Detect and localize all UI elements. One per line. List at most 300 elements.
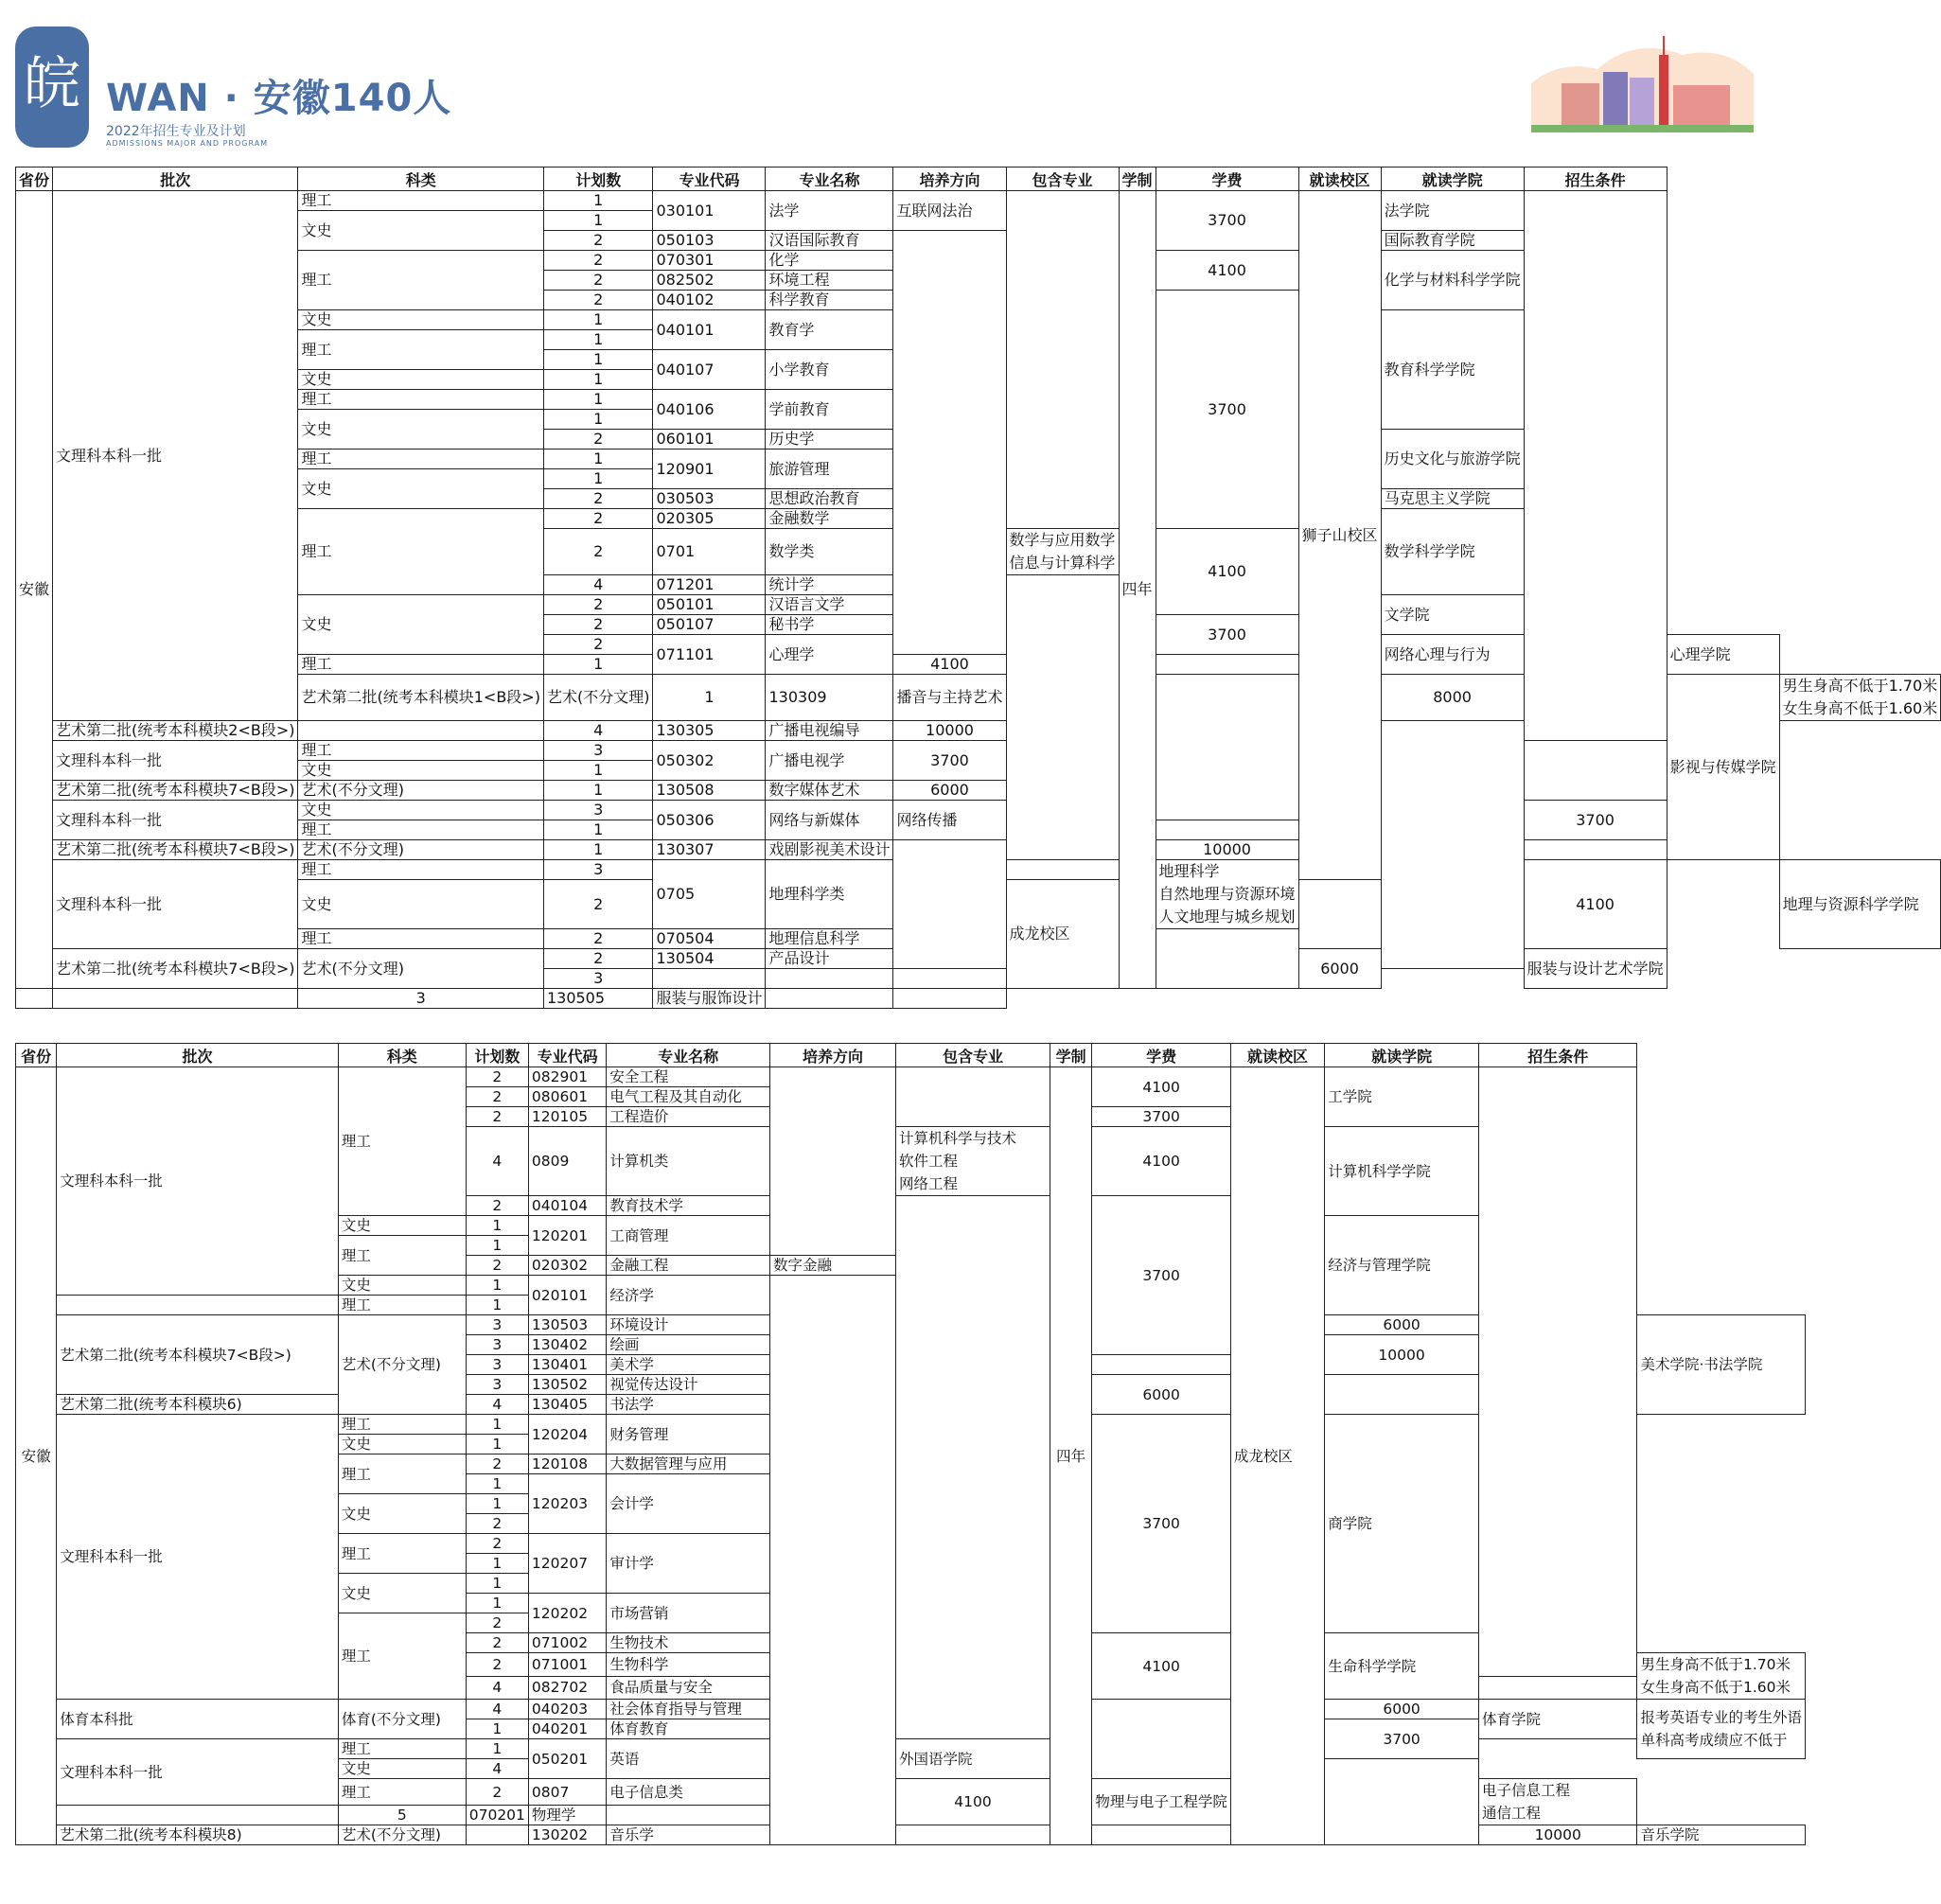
category-cell: 文史 [298, 595, 543, 655]
quota-cell: 4 [466, 1759, 528, 1779]
condition-cell [1637, 1700, 1806, 1759]
direction-cell [896, 1825, 1050, 1845]
college-cell: 地理与资源科学学院 [1779, 860, 1941, 949]
major-cell: 音乐学 [607, 1825, 770, 1845]
quota-cell: 3 [543, 969, 653, 989]
batch-cell: 文理科本科一批 [53, 741, 298, 781]
category-cell: 文史 [298, 880, 543, 929]
fee-cell: 3700 [1156, 191, 1298, 251]
major-cell: 视觉传达设计 [607, 1375, 770, 1395]
category-cell: 文史 [338, 1574, 466, 1613]
code-cell: 082502 [653, 271, 766, 291]
quota-cell: 1 [543, 469, 653, 489]
batch-cell: 文理科本科一批 [53, 860, 298, 949]
major-cell: 市场营销 [607, 1594, 770, 1633]
major-cell: 小学教育 [766, 350, 893, 390]
header-row [16, 167, 1941, 191]
code-cell: 130505 [543, 989, 653, 1009]
category-cell: 艺术(不分文理) [338, 1825, 466, 1845]
major-cell: 化学 [766, 251, 893, 271]
category-cell: 艺术(不分文理) [298, 949, 543, 989]
fee-cell: 3700 [1156, 615, 1298, 655]
quota-cell: 2 [466, 1779, 528, 1806]
direction-cell [770, 1276, 896, 1845]
quota-cell: 2 [466, 1613, 528, 1633]
quota-cell: 2 [543, 635, 653, 655]
quota-cell: 3 [466, 1315, 528, 1335]
category-cell: 文史 [338, 1216, 466, 1236]
major-cell: 法学 [766, 191, 893, 231]
quota-cell: 1 [466, 1574, 528, 1594]
included-major: 软件工程 [899, 1153, 959, 1170]
code-cell: 082702 [528, 1676, 606, 1700]
quota-cell: 2 [543, 489, 653, 509]
college-cell: 商学院 [1325, 1415, 1479, 1633]
fee-cell: 6000 [1325, 1315, 1479, 1335]
included-cell [1006, 529, 1119, 575]
quota-cell: 2 [466, 1514, 528, 1534]
col-batch: 批次 [53, 167, 298, 191]
category-cell: 文史 [338, 1759, 466, 1779]
fee-cell: 3700 [893, 741, 1006, 781]
code-cell: 040102 [653, 291, 766, 310]
code-cell: 0701 [653, 529, 766, 575]
college-cell: 化学与材料科学学院 [1381, 251, 1524, 310]
quota-cell: 1 [466, 1435, 528, 1454]
major-cell: 教育学 [766, 310, 893, 350]
quota-cell: 2 [543, 929, 653, 949]
major-cell [766, 969, 893, 989]
fee-cell: 4100 [896, 1779, 1050, 1825]
fee-cell: 3700 [1524, 801, 1667, 840]
major-cell: 思想政治教育 [766, 489, 893, 509]
code-cell: 070504 [653, 929, 766, 949]
quota-cell: 2 [543, 231, 653, 251]
condition-line: 女生身高不低于1.60米 [1782, 699, 1938, 717]
quota-cell: 4 [466, 1127, 528, 1196]
plan-table-2 [15, 1043, 1806, 1845]
table-row [16, 1825, 1806, 1845]
included-major: 电子信息工程 [1481, 1782, 1570, 1799]
college-cell: 计算机科学学院 [1325, 1127, 1479, 1216]
table-row [16, 781, 1941, 801]
campus-cell: 成龙校区 [1230, 1067, 1324, 1845]
fee-cell: 3700 [1092, 1196, 1231, 1355]
quota-cell: 3 [466, 1335, 528, 1355]
code-cell: 030503 [653, 489, 766, 509]
category-cell: 理工 [298, 450, 543, 469]
major-cell: 电气工程及其自动化 [607, 1087, 770, 1107]
major-cell: 社会体育指导与管理 [607, 1700, 770, 1719]
direction-cell [770, 1067, 896, 1256]
college-cell: 外国语学院 [896, 1739, 1050, 1779]
fee-cell: 3700 [1092, 1415, 1231, 1633]
major-cell: 会计学 [607, 1474, 770, 1534]
quota-cell: 5 [338, 1806, 466, 1825]
quota-cell: 3 [298, 989, 543, 1009]
batch-cell: 艺术第二批(统考本科模块7<B段>) [53, 781, 298, 801]
college-cell: 数学科学学院 [1381, 509, 1524, 595]
col-code: 专业代码 [653, 167, 766, 191]
major-cell: 教育技术学 [607, 1196, 770, 1216]
subtitle-en: ADMISSIONS MAJOR AND PROGRAM [106, 139, 269, 148]
code-cell: 040201 [528, 1719, 606, 1739]
quota-cell: 1 [543, 310, 653, 330]
category-cell: 理工 [338, 1067, 466, 1216]
code-cell: 020302 [528, 1256, 606, 1276]
campus-cell: 狮子山校区 [1298, 191, 1381, 880]
col-quota: 计划数 [466, 1044, 528, 1067]
batch-cell: 文理科本科一批 [57, 1067, 339, 1296]
code-cell: 120207 [528, 1534, 606, 1594]
category-cell: 文史 [298, 370, 543, 390]
direction-cell [893, 231, 1006, 655]
campus-illustration [1522, 17, 1758, 145]
major-cell: 环境设计 [607, 1315, 770, 1335]
col-major: 专业名称 [607, 1044, 770, 1067]
quota-cell: 1 [543, 370, 653, 390]
batch-cell: 艺术第二批(统考本科模块6) [57, 1395, 339, 1415]
code-cell: 071001 [528, 1653, 606, 1677]
category-cell: 文史 [298, 469, 543, 509]
quota-cell: 1 [653, 675, 766, 721]
major-cell: 戏剧影视美术设计 [766, 840, 893, 860]
category-cell: 理工 [338, 1236, 466, 1276]
col-quota: 计划数 [543, 167, 653, 191]
condition-cell [1524, 191, 1667, 741]
code-cell: 120105 [528, 1107, 606, 1127]
quota-cell: 3 [543, 741, 653, 761]
included-major: 信息与计算科学 [1009, 554, 1116, 572]
code-cell: 120901 [653, 450, 766, 489]
province-cell: 安徽 [16, 1067, 57, 1845]
batch-cell [16, 989, 53, 1009]
logo-char: 皖 [24, 51, 80, 117]
quota-cell: 3 [543, 801, 653, 820]
quota-cell: 1 [466, 1276, 528, 1296]
quota-cell: 1 [543, 390, 653, 410]
condition-cell [1325, 1759, 1479, 1845]
table-row [16, 840, 1941, 860]
included-cell [896, 1196, 1050, 1739]
code-cell: 0809 [528, 1127, 606, 1196]
code-cell: 130503 [528, 1315, 606, 1335]
category-cell: 理工 [338, 1534, 466, 1574]
quota-cell: 4 [466, 1700, 528, 1719]
category-cell: 理工 [338, 1296, 466, 1315]
quota-cell: 1 [543, 350, 653, 370]
col-fee: 学费 [1156, 167, 1298, 191]
included-cell [1156, 860, 1298, 929]
quota-cell: 2 [466, 1256, 528, 1276]
major-cell: 科学教育 [766, 291, 893, 310]
fee-cell: 8000 [1381, 675, 1524, 721]
fee-cell: 3700 [1325, 1719, 1479, 1759]
included-major: 自然地理与资源环境 [1158, 885, 1296, 903]
code-cell: 050107 [653, 615, 766, 635]
category-cell [53, 989, 298, 1009]
college-cell: 工学院 [1325, 1067, 1479, 1127]
plan-table-1 [15, 167, 1941, 1009]
quota-cell: 4 [543, 575, 653, 595]
fee-cell: 6000 [1325, 1700, 1479, 1719]
included-major: 网络工程 [899, 1175, 959, 1192]
code-cell: 070301 [653, 251, 766, 271]
school-logo [15, 26, 89, 148]
fee-cell: 4100 [1092, 1067, 1231, 1107]
category-cell: 理工 [338, 1613, 466, 1700]
code-cell: 020101 [528, 1276, 606, 1315]
table-row [16, 989, 1941, 1009]
code-cell: 050201 [528, 1739, 606, 1779]
direction-cell: 数字金融 [770, 1256, 896, 1276]
campus-cell: 成龙校区 [1006, 880, 1119, 989]
quota-cell: 1 [543, 191, 653, 211]
fee-cell: 4100 [1092, 1633, 1231, 1700]
code-cell: 040106 [653, 390, 766, 430]
code-cell: 130309 [766, 675, 893, 721]
table-row [16, 1739, 1806, 1759]
major-cell: 数学类 [766, 529, 893, 575]
major-cell: 网络与新媒体 [766, 801, 893, 840]
major-cell: 审计学 [607, 1534, 770, 1594]
fee-cell: 10000 [1156, 840, 1298, 860]
direction-cell: 网络心理与行为 [1381, 635, 1524, 675]
code-cell: 050302 [653, 741, 766, 781]
fee-cell: 6000 [1092, 1375, 1231, 1415]
quota-cell: 4 [466, 1676, 528, 1700]
col-campus: 就读校区 [1298, 167, 1381, 191]
code-cell: 070201 [466, 1806, 528, 1825]
fee-cell: 4100 [1156, 529, 1298, 615]
quota-cell: 1 [466, 1474, 528, 1494]
brand-title: WAN · 安徽140人 [106, 77, 452, 120]
quota-cell: 1 [466, 1739, 528, 1759]
category-cell: 理工 [298, 741, 543, 761]
category-cell: 体育(不分文理) [338, 1700, 466, 1739]
batch-cell: 艺术第二批(统考本科模块7<B段>) [53, 840, 298, 860]
code-cell: 120202 [528, 1594, 606, 1633]
fee-cell: 3700 [1092, 1107, 1231, 1127]
quota-cell [466, 1825, 528, 1845]
code-cell: 130402 [528, 1335, 606, 1355]
col-duration: 学制 [1119, 167, 1156, 191]
table-row [16, 801, 1941, 820]
category-cell: 文史 [338, 1276, 466, 1296]
col-direction: 培养方向 [893, 167, 1006, 191]
fee-cell [766, 989, 893, 1009]
table-row [16, 191, 1941, 211]
quota-cell: 4 [543, 721, 653, 741]
included-cell [1092, 1700, 1231, 1779]
direction-cell [893, 840, 1006, 969]
code-cell: 050103 [653, 231, 766, 251]
college-cell: 服装与设计艺术学院 [1524, 949, 1667, 989]
col-duration: 学制 [1050, 1044, 1091, 1067]
included-cell [1006, 575, 1119, 860]
major-cell: 广播电视编导 [766, 721, 893, 741]
quota-cell: 2 [543, 949, 653, 969]
quota-cell: 2 [543, 595, 653, 615]
batch-cell [57, 1296, 339, 1315]
included-cell [896, 1127, 1050, 1196]
code-cell: 060101 [653, 430, 766, 450]
category-cell: 文史 [298, 310, 543, 330]
major-cell: 金融工程 [607, 1256, 770, 1276]
condition-cell [1381, 721, 1524, 969]
code-cell: 120108 [528, 1454, 606, 1474]
fee-cell: 10000 [1325, 1335, 1479, 1375]
admission-table-2 [15, 1043, 1806, 1845]
included-cell [1478, 1779, 1637, 1825]
batch-cell: 文理科本科一批 [53, 801, 298, 840]
col-campus: 就读校区 [1230, 1044, 1324, 1067]
major-cell: 地理信息科学 [766, 929, 893, 949]
major-cell: 产品设计 [766, 949, 893, 969]
major-cell: 美术学 [607, 1355, 770, 1375]
code-cell: 120201 [528, 1216, 606, 1256]
fee-cell: 4100 [1524, 860, 1667, 949]
quota-cell: 3 [466, 1355, 528, 1375]
condition-line: 女生身高不低于1.60米 [1640, 1679, 1791, 1696]
quota-cell: 2 [466, 1067, 528, 1087]
major-cell: 历史学 [766, 430, 893, 450]
major-cell: 金融数学 [766, 509, 893, 529]
category-cell: 艺术(不分文理) [338, 1315, 466, 1415]
code-cell: 130305 [653, 721, 766, 741]
quota-cell: 2 [543, 880, 653, 929]
direction-cell: 网络传播 [893, 801, 1006, 840]
fee-cell: 10000 [893, 721, 1006, 741]
col-college: 就读学院 [1325, 1044, 1479, 1067]
code-cell: 130202 [528, 1825, 606, 1845]
condition-cell [1478, 1067, 1637, 1677]
college-cell: 生命科学学院 [1325, 1633, 1479, 1700]
quota-cell: 1 [466, 1296, 528, 1315]
code-cell: 130502 [528, 1375, 606, 1395]
code-cell: 071002 [528, 1633, 606, 1653]
quota-cell: 1 [543, 761, 653, 781]
college-cell: 历史文化与旅游学院 [1381, 430, 1524, 489]
major-cell: 旅游管理 [766, 450, 893, 489]
direction-cell: 互联网法治 [893, 191, 1006, 231]
major-cell: 工商管理 [607, 1216, 770, 1256]
category-cell: 文史 [338, 1435, 466, 1454]
quota-cell: 2 [543, 251, 653, 271]
condition-cell [1779, 675, 1941, 721]
included-major: 人文地理与城乡规划 [1158, 908, 1296, 926]
batch-cell: 文理科本科一批 [53, 191, 298, 721]
col-direction: 培养方向 [770, 1044, 896, 1067]
category-cell: 文史 [298, 761, 543, 781]
major-cell: 英语 [607, 1739, 770, 1779]
college-cell [893, 989, 1006, 1009]
included-cell [896, 1067, 1050, 1127]
major-cell: 电子信息类 [607, 1779, 770, 1806]
batch-cell: 艺术第二批(统考本科模块1<B段>) [298, 675, 543, 721]
included-cell [1006, 191, 1119, 529]
condition-line: 男生身高不低于1.70米 [1640, 1656, 1791, 1673]
fee-cell: 10000 [1478, 1825, 1637, 1845]
major-cell: 计算机类 [607, 1127, 770, 1196]
quota-cell: 2 [466, 1107, 528, 1127]
major-cell: 服装与服饰设计 [653, 989, 766, 1009]
college-cell: 马克思主义学院 [1381, 489, 1524, 509]
col-fee: 学费 [1092, 1044, 1231, 1067]
code-cell: 050306 [653, 801, 766, 840]
category-cell: 理工 [338, 1454, 466, 1494]
condition-line: 报考英语专业的考生外语 [1640, 1709, 1802, 1726]
quota-cell: 1 [543, 655, 653, 675]
code-cell: 080601 [528, 1087, 606, 1107]
quota-cell: 1 [466, 1554, 528, 1574]
category-cell: 理工 [298, 330, 543, 370]
batch-cell: 文理科本科一批 [57, 1415, 339, 1700]
col-included: 包含专业 [896, 1044, 1050, 1067]
category-cell: 文史 [298, 801, 543, 820]
code-cell: 130405 [528, 1395, 606, 1415]
college-cell: 影视与传媒学院 [1667, 675, 1779, 860]
category-cell: 理工 [338, 1739, 466, 1759]
college-cell: 文学院 [1381, 595, 1524, 635]
category-cell: 文史 [338, 1494, 466, 1534]
major-cell: 大数据管理与应用 [607, 1454, 770, 1474]
major-cell: 汉语言文学 [766, 595, 893, 615]
code-cell: 120204 [528, 1415, 606, 1454]
fee-cell: 4100 [1156, 251, 1298, 291]
fee-cell: 4100 [893, 655, 1006, 675]
quota-cell: 2 [466, 1196, 528, 1216]
code-cell: 040101 [653, 310, 766, 350]
duration-cell: 四年 [1050, 1067, 1091, 1845]
major-cell: 环境工程 [766, 271, 893, 291]
header-row [16, 1044, 1806, 1067]
condition-line: 单科高考成绩应不低于 [1640, 1732, 1788, 1749]
condition-cell [1637, 1653, 1806, 1700]
category-cell: 理工 [298, 655, 543, 675]
category-cell: 理工 [298, 820, 543, 840]
category-cell: 艺术(不分文理) [298, 781, 543, 801]
code-cell: 130508 [653, 781, 766, 801]
major-cell: 生物技术 [607, 1633, 770, 1653]
quota-cell: 2 [543, 430, 653, 450]
admission-table-1 [15, 167, 1941, 1009]
college-cell: 物理与电子工程学院 [1092, 1779, 1231, 1825]
category-cell: 理工 [298, 251, 543, 310]
college-cell: 美术学院·书法学院 [1637, 1315, 1806, 1415]
category-cell [298, 721, 543, 741]
quota-cell: 2 [466, 1087, 528, 1107]
category-cell: 理工 [298, 509, 543, 595]
batch-cell: 艺术第二批(统考本科模块7<B段>) [53, 949, 298, 989]
code-cell: 040203 [528, 1700, 606, 1719]
col-province: 省份 [16, 1044, 57, 1067]
major-cell: 生物科学 [607, 1653, 770, 1677]
code-cell: 0807 [528, 1779, 606, 1806]
quota-cell: 2 [543, 509, 653, 529]
fee-cell: 6000 [1298, 949, 1381, 989]
quota-cell: 1 [543, 410, 653, 430]
quota-cell: 1 [466, 1719, 528, 1739]
college-cell: 体育学院 [1478, 1700, 1637, 1739]
fee-cell: 4100 [1092, 1127, 1231, 1196]
major-cell: 食品质量与安全 [607, 1676, 770, 1700]
col-category: 科类 [298, 167, 543, 191]
category-cell [57, 1806, 339, 1825]
code-cell: 071201 [653, 575, 766, 595]
col-province: 省份 [16, 167, 53, 191]
batch-cell: 文理科本科一批 [57, 1739, 339, 1806]
